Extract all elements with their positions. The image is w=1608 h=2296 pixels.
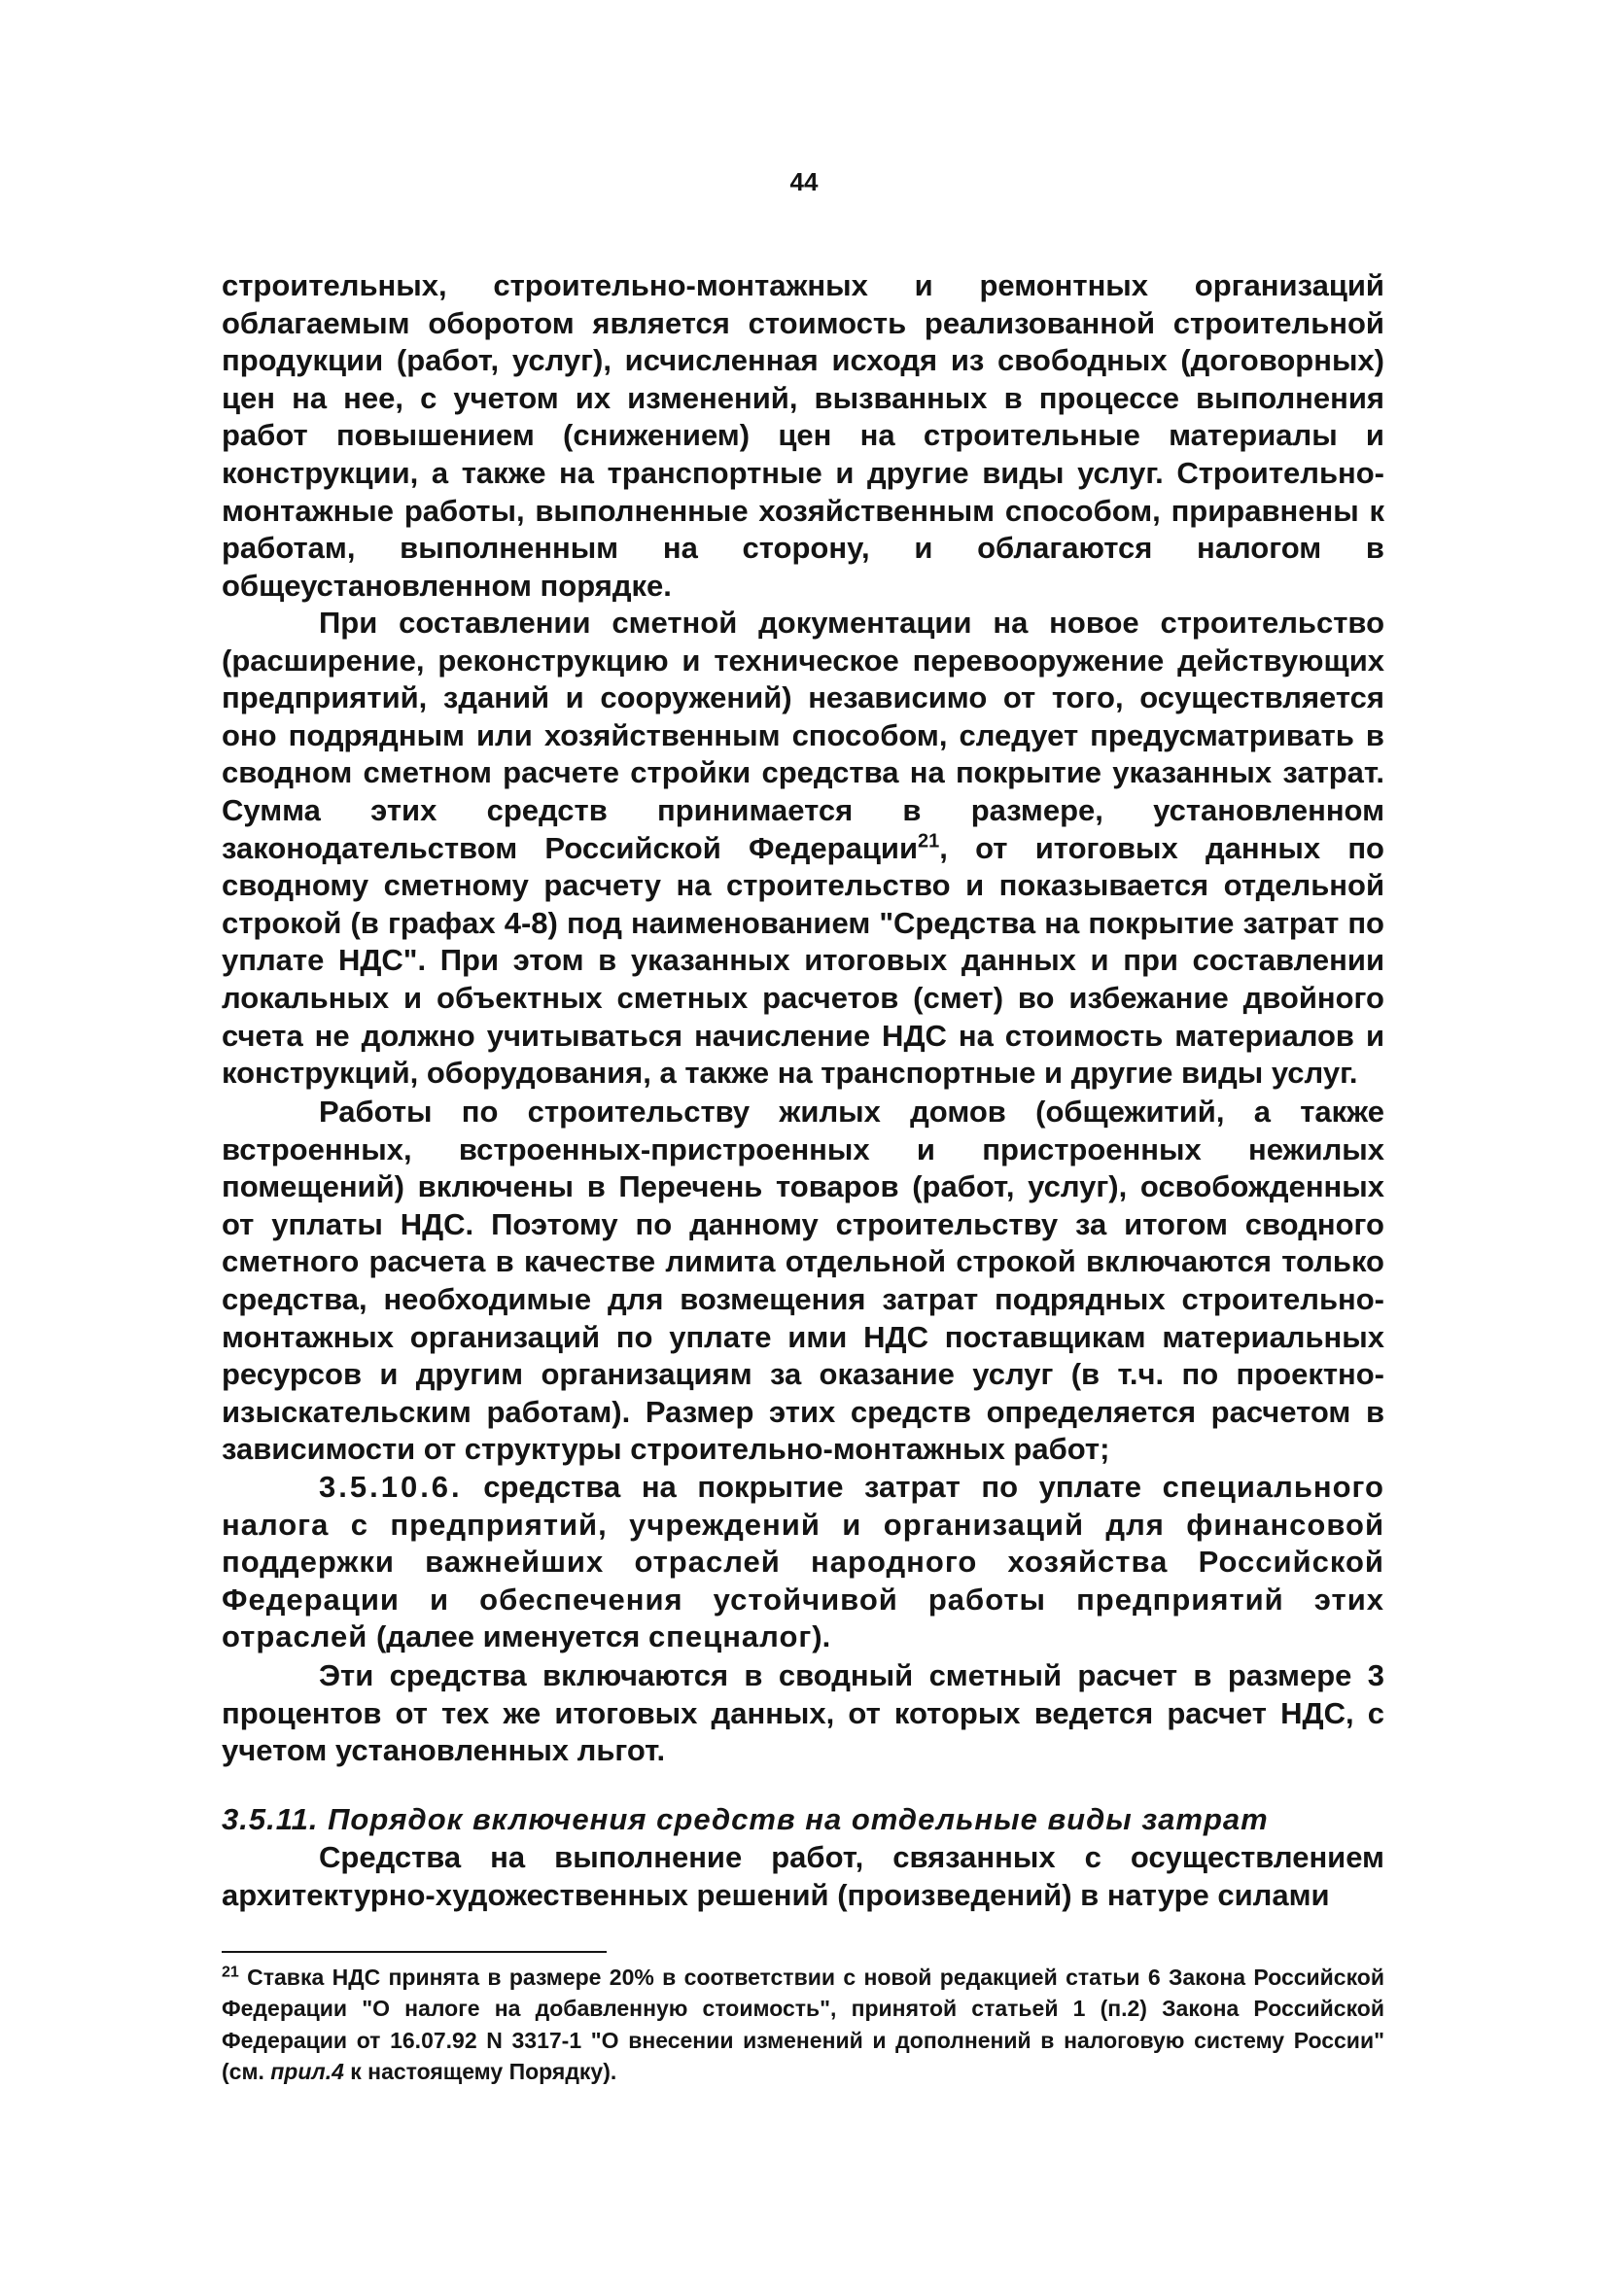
footnote-appendix-reference: прил.4 (270, 2059, 344, 2085)
footnote-text-b: к настоящему Порядку). (343, 2059, 617, 2085)
special-tax-short: спецналог (647, 1619, 813, 1654)
footnote-marker: 21 (222, 1964, 239, 1981)
paragraph-2-text-a: При составлении сметной документации на новое строительство (расширение, реконструкцию и техническое перевооружение действующих предприятий, зданий и сооружений) независимо от того, осуществляется оно подрядным или хозяйственным способом, следует предусматривать в сводном сметном расчете стройки средства на покрытие указанных затрат. Сумма этих средств принимается в размере, установленном законодательством Российской Федерации (222, 606, 1384, 865)
paragraph-1: строительных, строительно-монтажных и ремонтных организаций облагаемым оборотом является стоимость реализованной строительной продукции (работ, услуг), исчисленная исходя из свободных (договорных) цен на нее, с учетом их изменений, вызванных в процессе выполнения работ повышением (снижением) цен на строительные материалы и конструкции, а также на транспортные и другие виды услуг. Строительно-монтажные работы, выполненные хозяйственным способом, приравнены к работам, выполненным на сторону, и облагаются налогом в общеустановленном порядке. (222, 268, 1384, 603)
footnote-text-a: Ставка НДС принята в размере 20% в соответствии с новой редакцией статьи 6 Закона Российской Федерации "О налоге на добавленную стоимость", принятой статьей 1 (п.2) Закона Российской Федерации от 16.07.92 N 3317-1 "О внесении изменений и дополнений в налоговую систему России" (см. (222, 1965, 1384, 2085)
paragraph-4 (222, 1469, 1384, 1656)
paragraph-2-text-b: , от итоговых данных по сводному сметному расчету на строительство и показывается отдельной строкой (в графах 4-8) под наименованием "Средства на покрытие затрат по уплате НДС". При этом в указанных итоговых данных и при составлении локальных и объектных сметных расчетов (смет) во избежание двойного счета не должно учитываться начисление НДС на стоимость материалов и конструкций, оборудования, а также на транспортные и другие виды услуг. (222, 830, 1384, 1091)
paragraph-5: Эти средства включаются в сводный сметный расчет в размере 3 процентов от тех же итоговых данных, от которых ведется расчет НДС, с учетом установленных льгот. (222, 1658, 1384, 1768)
footnote-divider (222, 1951, 607, 1953)
footnote-reference: 21 (918, 830, 940, 852)
paragraph-4-text-b: (далее именуется (367, 1619, 648, 1654)
paragraph-4-text-c: ). (812, 1619, 831, 1654)
paragraph-2 (222, 605, 1384, 1093)
paragraph-6: Средства на выполнение работ, связанных с осуществлением архитектурно-художественных решений (произведений) в натуре силами (222, 1840, 1384, 1912)
section-heading: 3.5.11. Порядок включения средств на отдельные виды затрат (222, 1802, 1269, 1836)
special-tax-title: специального налога с предприятий, учреждений и организаций для финансовой поддержки важнейших отраслей народного хозяйства Российской Федерации и обеспечения устойчивой работы предприятий этих отраслей (222, 1470, 1384, 1654)
footnote (222, 1962, 1384, 2088)
paragraph-4-text-a: средства на покрытие затрат по уплате (462, 1470, 1163, 1504)
page-number: 44 (789, 167, 819, 196)
section-number: 3.5.10.6. (319, 1470, 463, 1504)
paragraph-3: Работы по строительству жилых домов (общежитий, а также встроенных, встроенных-пристроенных и пристроенных нежилых помещений) включены в Перечень товаров (работ, услуг), освобожденных от уплаты НДС. Поэтому по данному строительству за итогом сводного сметного расчета в качестве лимита отдельной строкой включаются только средства, необходимые для возмещения затрат подрядных строительно-монтажных организаций по уплате ими НДС поставщикам материальных ресурсов и другим организациям за оказание услуг (в т.ч. по проектно-изыскательским работам). Размер этих средств определяется расчетом в зависимости от структуры строительно-монтажных работ; (222, 1095, 1384, 1467)
